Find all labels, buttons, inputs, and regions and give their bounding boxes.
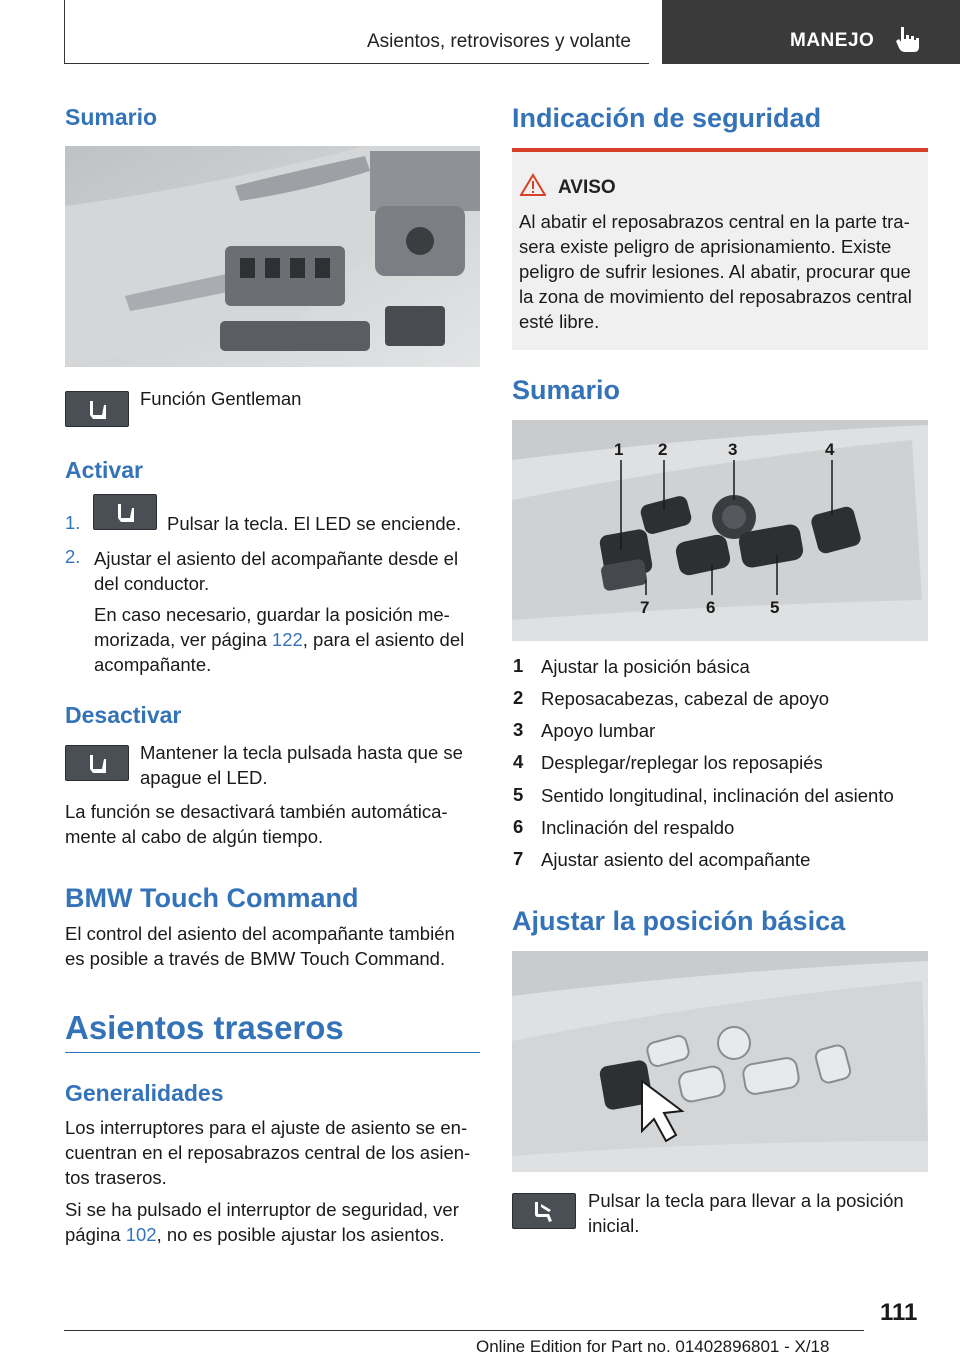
safety-switch-text	[65, 1197, 459, 1247]
touch-command-heading: BMW Touch Command	[65, 883, 359, 913]
section-title: Asientos, retrovisores y volante	[366, 31, 631, 52]
callout-5: 5	[770, 598, 780, 617]
warning-line: sera existe peligro de aprisionamiento. Existe	[519, 236, 892, 257]
rear-seats-heading: Asientos traseros	[65, 1009, 344, 1046]
warning-text	[519, 209, 927, 334]
touch-command-text	[65, 921, 455, 971]
basic-position-text	[588, 1188, 904, 1238]
desactivar-note-line1: La función se desactivará también automática‐	[65, 801, 448, 822]
safety-line1: Si se ha pulsado el interruptor de seguridad, ver	[65, 1199, 459, 1220]
basic-line2: inicial.	[588, 1215, 640, 1236]
legend-text: Inclinación del respaldo	[541, 817, 735, 838]
general-line1: Los interruptores para el ajuste de asiento se en‐	[65, 1117, 468, 1138]
door-panel-image	[65, 146, 480, 367]
legend-num: 4	[513, 751, 524, 772]
hand-pointer-icon	[895, 25, 921, 53]
page-link-102[interactable]: 102	[125, 1224, 157, 1245]
activar-step-1-num: 1.	[65, 512, 81, 533]
legend-num: 1	[513, 655, 524, 676]
legend-num: 6	[513, 816, 524, 837]
touch-line1: El control del asiento del acompañante también	[65, 923, 455, 944]
legend-text: Sentido longitudinal, inclinación del asiento	[541, 785, 894, 806]
rear-seats-rule	[65, 1052, 480, 1053]
generalidades-text	[65, 1115, 470, 1190]
footer-rule	[64, 1330, 864, 1331]
seat-basic-position-icon	[512, 1193, 576, 1229]
activar-heading: Activar	[65, 457, 143, 483]
callout-2: 2	[658, 440, 668, 459]
desactivar-line1: Mantener la tecla pulsada hasta que se	[140, 742, 463, 763]
seat-controls-diagram	[512, 420, 928, 641]
warning-line: peligro de sufrir lesiones. Al abatir, procurar que	[519, 261, 911, 282]
chapter-tab[interactable]	[662, 0, 960, 64]
page-link-122[interactable]: 122	[271, 629, 303, 650]
gentleman-button-icon	[65, 745, 129, 781]
gentleman-button-icon	[93, 494, 157, 530]
activar-note-line3: acompañante.	[94, 654, 212, 675]
callout-1: 1	[614, 440, 624, 459]
page-number: 111	[880, 1299, 918, 1326]
activar-step-2-line1: Ajustar el asiento del acompañante desde el	[94, 548, 459, 569]
warning-line: la zona de movimiento del reposabrazos central	[519, 286, 912, 307]
desactivar-line2: apague el LED.	[140, 767, 268, 788]
activar-note	[94, 602, 464, 677]
warning-box	[512, 148, 928, 350]
sumario-heading-left: Sumario	[65, 104, 158, 130]
activar-note-line2: morizada, ver página 122, para el asiento del	[94, 629, 465, 650]
desactivar-note	[65, 799, 448, 849]
activar-step-2-text	[94, 546, 458, 596]
activar-note-line1: En caso necesario, guardar la posición me‐	[94, 604, 450, 625]
legend-num: 2	[513, 687, 524, 708]
general-line2: cuentran en el reposabrazos central de los asien‐	[65, 1142, 471, 1163]
sumario-heading-right: Sumario	[512, 375, 621, 405]
legend-text: Desplegar/replegar los reposapiés	[541, 752, 823, 773]
callout-4: 4	[825, 440, 835, 459]
touch-line2: es posible a través de BMW Touch Command.	[65, 948, 446, 969]
legend-text: Ajustar la posición básica	[541, 656, 750, 677]
callout-6: 6	[706, 598, 716, 617]
legend-num: 7	[513, 848, 524, 869]
warning-label: AVISO	[558, 177, 616, 198]
callout-7: 7	[640, 598, 650, 617]
generalidades-heading: Generalidades	[65, 1080, 224, 1106]
desactivar-text	[140, 740, 463, 790]
desactivar-note-line2: mente al cabo de algún tiempo.	[65, 826, 324, 847]
legend-text: Ajustar asiento del acompañante	[541, 849, 811, 870]
gentleman-caption: Función Gentleman	[140, 388, 302, 409]
basic-line1: Pulsar la tecla para llevar a la posición	[588, 1190, 904, 1211]
footer-edition: Online Edition for Part no. 01402896801 - X/18	[476, 1337, 830, 1356]
safety-line2: página 102, no es posible ajustar los asientos.	[65, 1224, 445, 1245]
legend-num: 5	[513, 784, 524, 805]
activar-step-1-text: Pulsar la tecla. El LED se enciende.	[167, 513, 462, 534]
gentleman-button-icon	[65, 391, 129, 427]
activar-step-2-line2: del conductor.	[94, 573, 210, 594]
warning-triangle-icon	[520, 173, 546, 197]
warning-line: esté libre.	[519, 311, 600, 332]
general-line3: tos traseros.	[65, 1167, 167, 1188]
warning-line: Al abatir el reposabrazos central en la parte tra‐	[519, 211, 910, 232]
activar-step-2-num: 2.	[65, 546, 81, 567]
legend-text: Reposacabezas, cabezal de apoyo	[541, 688, 829, 709]
desactivar-heading: Desactivar	[65, 702, 182, 728]
legend-num: 3	[513, 719, 524, 740]
callout-3: 3	[728, 440, 738, 459]
basic-position-heading: Ajustar la posición básica	[512, 906, 846, 936]
safety-indication-heading: Indicación de seguridad	[512, 103, 822, 133]
header-section-box	[64, 0, 649, 64]
legend-text: Apoyo lumbar	[541, 720, 656, 741]
basic-position-image	[512, 951, 928, 1172]
chapter-tab-label: MANEJO	[790, 30, 875, 51]
